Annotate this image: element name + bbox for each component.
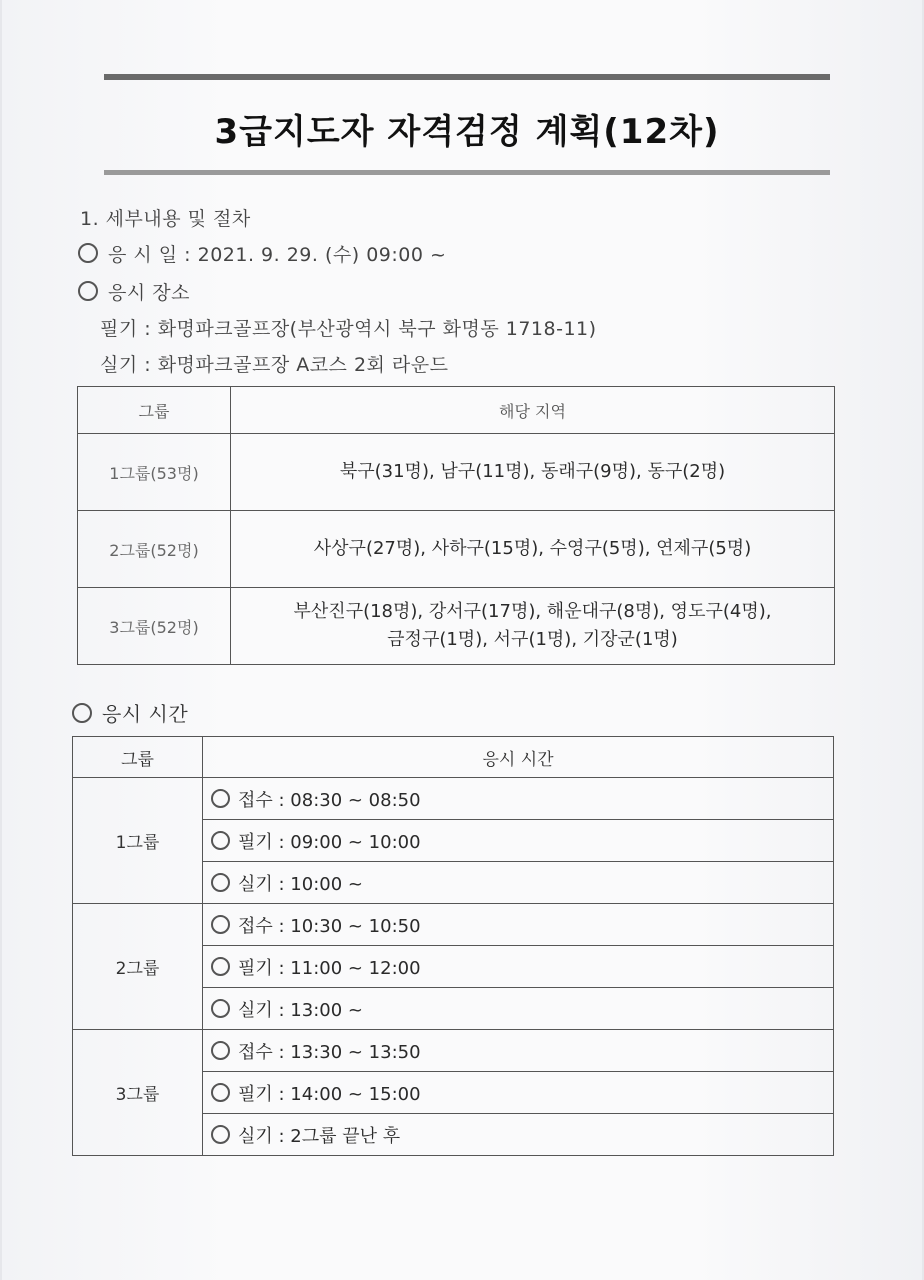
table-row <box>73 778 834 820</box>
time-text: 실기 : 2그룹 끝난 후 <box>238 1125 401 1147</box>
circle-bullet-icon <box>211 873 230 892</box>
time-cell <box>203 904 834 946</box>
group-cell: 2그룹(52명) <box>78 511 231 588</box>
circle-bullet-icon <box>72 703 92 723</box>
region-table <box>77 386 835 665</box>
circle-bullet-icon <box>211 957 230 976</box>
time-text: 접수 : 13:30 ~ 13:50 <box>238 1041 421 1063</box>
exam-date <box>78 240 446 267</box>
circle-bullet-icon <box>211 1041 230 1060</box>
circle-bullet-icon <box>211 1083 230 1102</box>
time-cell <box>203 820 834 862</box>
time-section-text: 응시 시간 <box>102 702 189 726</box>
time-cell <box>203 946 834 988</box>
time-text: 필기 : 09:00 ~ 10:00 <box>238 831 421 853</box>
time-cell <box>203 778 834 820</box>
circle-bullet-icon <box>211 999 230 1018</box>
group-cell: 3그룹(52명) <box>78 588 231 665</box>
time-table <box>72 736 834 1156</box>
region-line: 부산진구(18명), 강서구(17명), 해운대구(8명), 영도구(4명), <box>293 601 772 622</box>
circle-bullet-icon <box>211 915 230 934</box>
time-text: 실기 : 13:00 ~ <box>238 999 363 1021</box>
time-cell <box>203 862 834 904</box>
exam-venue-heading <box>78 278 190 305</box>
circle-bullet-icon <box>211 1125 230 1144</box>
table-row <box>73 1030 834 1072</box>
region-cell: 북구(31명), 남구(11명), 동래구(9명), 동구(2명) <box>231 434 835 511</box>
table-row <box>78 511 835 588</box>
table-header-row <box>73 737 834 778</box>
group-cell: 3그룹 <box>73 1030 203 1156</box>
group-cell: 1그룹(53명) <box>78 434 231 511</box>
document-page <box>2 0 922 1280</box>
practical-venue: 실기 : 화명파크골프장 A코스 2회 라운드 <box>100 354 449 376</box>
time-text: 필기 : 11:00 ~ 12:00 <box>238 957 421 979</box>
document-title: 3급지도자 자격검정 계획(12차) <box>214 112 720 152</box>
exam-date-text: 응 시 일 : 2021. 9. 29. (수) 09:00 ~ <box>108 244 447 266</box>
table-header-row <box>78 387 835 434</box>
title-top-rule <box>104 74 830 80</box>
circle-bullet-icon <box>78 281 98 301</box>
time-text: 접수 : 08:30 ~ 08:50 <box>238 789 421 811</box>
region-line: 금정구(1명), 서구(1명), 기장군(1명) <box>387 629 678 650</box>
group-cell: 2그룹 <box>73 904 203 1030</box>
header-group: 그룹 <box>78 387 231 434</box>
time-cell <box>203 1030 834 1072</box>
header-time: 응시 시간 <box>203 737 834 778</box>
written-venue: 필기 : 화명파크골프장(부산광역시 북구 화명동 1718-11) <box>100 318 597 340</box>
time-cell <box>203 1114 834 1156</box>
table-row <box>73 904 834 946</box>
exam-venue-text: 응시 장소 <box>108 282 190 304</box>
region-cell: 사상구(27명), 사하구(15명), 수영구(5명), 연제구(5명) <box>231 511 835 588</box>
section-heading-details: 1. 세부내용 및 절차 <box>80 208 251 230</box>
table-row <box>78 588 835 665</box>
table-row <box>78 434 835 511</box>
time-text: 접수 : 10:30 ~ 10:50 <box>238 915 421 937</box>
time-text: 실기 : 10:00 ~ <box>238 873 363 895</box>
time-cell <box>203 988 834 1030</box>
region-cell <box>231 588 835 665</box>
time-section-heading <box>72 698 188 727</box>
header-group: 그룹 <box>73 737 203 778</box>
header-region: 해당 지역 <box>231 387 835 434</box>
group-cell: 1그룹 <box>73 778 203 904</box>
circle-bullet-icon <box>211 831 230 850</box>
circle-bullet-icon <box>211 789 230 808</box>
title-bottom-rule <box>104 170 830 175</box>
time-cell <box>203 1072 834 1114</box>
time-text: 필기 : 14:00 ~ 15:00 <box>238 1083 421 1105</box>
circle-bullet-icon <box>78 243 98 263</box>
